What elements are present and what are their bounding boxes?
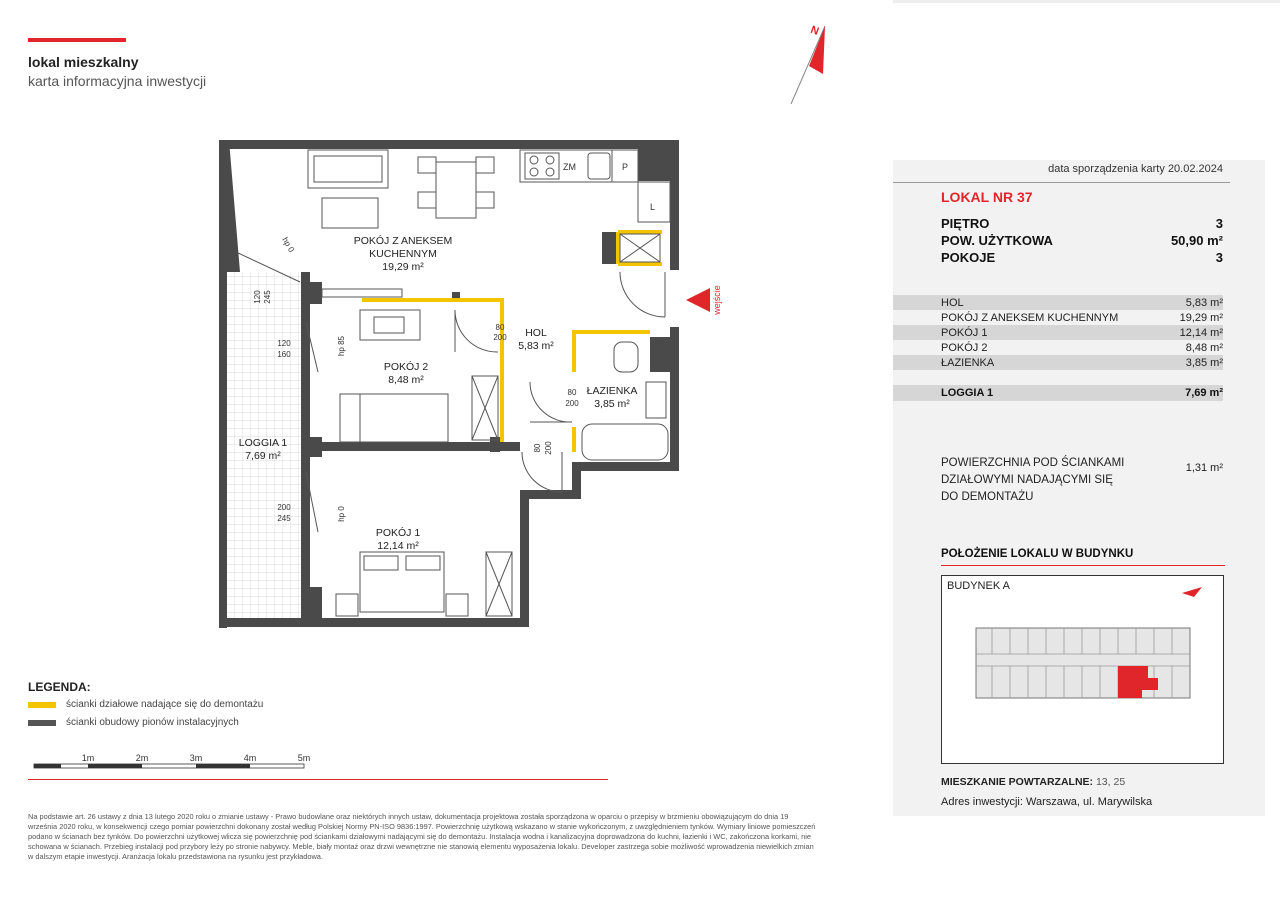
list-item: POKÓJ Z ANEKSEM KUCHENNYM 19,29 m² <box>941 311 1223 324</box>
svg-text:160: 160 <box>277 350 291 359</box>
room-area-p1: 12,14 m² <box>377 540 419 552</box>
partition-bath-top <box>574 332 650 372</box>
rooms-count-label: POKOJE <box>941 250 996 265</box>
fixture-zm: ZM <box>563 162 576 172</box>
scale-label: 3m <box>189 753 203 763</box>
legend-label-shaft: ścianki obudowy pionów instalacyjnych <box>66 717 239 728</box>
floor-plan <box>210 132 710 632</box>
scale-label: 1m <box>81 753 95 763</box>
room-area-bath: 3,85 m² <box>594 398 630 410</box>
repeat-info <box>941 776 1125 788</box>
room-label-p2: POKÓJ 2 <box>383 361 429 373</box>
partition-swatch <box>28 702 56 708</box>
north-label: N <box>808 23 821 38</box>
svg-text:120: 120 <box>253 290 262 304</box>
date-value: 20.02.2024 <box>1167 163 1223 175</box>
entrance-label: wejście <box>712 285 722 315</box>
list-item: HOL 5,83 m² <box>893 295 1223 310</box>
building-plan-thumbnail <box>972 620 1194 702</box>
divider-line <box>893 182 1230 183</box>
svg-text:200: 200 <box>277 503 291 512</box>
pietro-row <box>941 216 1223 231</box>
pietro-value: 3 <box>1215 216 1223 231</box>
building-label: BUDYNEK A <box>947 580 1010 592</box>
wall-right-upper <box>670 140 679 270</box>
address: Adres inwestycji: Warszawa, ul. Marywilska <box>941 796 1153 808</box>
document-subtitle: karta informacyjna inwestycji <box>28 73 207 89</box>
svg-text:hp 85: hp 85 <box>337 335 346 357</box>
svg-text:200: 200 <box>493 333 507 342</box>
svg-text:80: 80 <box>533 443 542 453</box>
header-accent-bar <box>28 38 126 42</box>
wall-bottom <box>219 618 528 627</box>
wall-right-lower <box>670 327 679 462</box>
repeat-label: MIESZKANIE POWTARZALNE: <box>941 776 1094 788</box>
svg-text:200: 200 <box>565 399 579 408</box>
legal-disclaimer: Na podstawie art. 26 ustawy z dnia 13 lutego 2020 roku o zmianie ustawy - Prawo budowlane oraz niektórych innych ustaw, dokumentacja projektowa została sporządzona w oparciu o przepisy w brzmieniu obowiązującym do dnia 19 września 2020 roku, w konsekwencji czego pomiar powierzchni dokonany został według Polskiej Normy PN-ISO 9836:1997. Powierzchnię użytkową wskazano w stanie wykończonym, z uwzględnieniem tynków. Wymiary liniowe pomieszczeń podano w ścianach bez tynków. Do powierzchni użytkowej wlicza się powierzchnię pod ściankami działowymi nadającymi się do demontażu. Instalacja wodna i kanalizacyjna doprowadzona do kuchni, łazienki i WC, zakończona korkami, nie schowana w ścianach. Przebieg instalacji pod przybory leży po stronie nabywcy. Meble, biały montaż oraz drzwi wewnętrzne nie stanowią elementu wyposażenia lokalu. Developer zastrzega sobie możliwość wprowadzenia niewielkich zmian w dalszym etapie inwestycji. Aranżacja lokalu przedstawiona na rysunku jest przykładowa. <box>28 812 816 861</box>
loggia-row <box>893 385 1223 401</box>
list-item: POKÓJ 2 8,48 m² <box>941 341 1223 354</box>
list-item: POKÓJ 1 12,14 m² <box>893 325 1223 340</box>
divider-line <box>28 779 608 780</box>
wall-top <box>219 140 679 149</box>
room-label-loggia: LOGGIA 1 <box>238 437 288 449</box>
wall-bath-bottom <box>572 462 679 471</box>
svg-text:245: 245 <box>263 290 272 304</box>
room-label-p1: POKÓJ 1 <box>375 527 421 539</box>
svg-text:200: 200 <box>544 441 553 455</box>
area-label: POW. UŻYTKOWA <box>941 233 1053 248</box>
top-stripe <box>893 0 1280 3</box>
mini-compass-icon <box>1182 585 1202 599</box>
room-area-p2: 8,48 m² <box>388 374 424 386</box>
scale-label: 4m <box>243 753 257 763</box>
svg-text:hp 0: hp 0 <box>280 235 296 254</box>
legend-item-partition <box>28 699 263 710</box>
rooms-count-value: 3 <box>1215 250 1223 265</box>
area-row <box>941 233 1223 248</box>
room-area-hol: 5,83 m² <box>518 340 554 352</box>
entrance-marker <box>686 284 730 324</box>
rooms-count-row <box>941 250 1223 265</box>
room-area-kitchen: 19,29 m² <box>382 261 424 273</box>
position-title: POŁOŻENIE LOKALU W BUDYNKU <box>941 548 1134 560</box>
loggia-area: 7,69 m² <box>1185 387 1223 399</box>
divider-line <box>941 565 1225 566</box>
partition-area-label: POWIERZCHNIA POD ŚCIANKAMI DZIAŁOWYMI NADAJĄCYMI SIĘ DO DEMONTAŻU <box>941 457 1125 503</box>
legend-item-shaft <box>28 717 239 728</box>
entrance-arrow-icon <box>686 288 710 312</box>
room-label-kitchen-1: POKÓJ Z ANEKSEM <box>353 235 453 247</box>
area-value: 50,90 m² <box>1170 233 1223 248</box>
fixture-p: P <box>622 162 629 172</box>
partition-area-value: 1,31 m² <box>1185 462 1223 474</box>
scale-label: 2m <box>135 753 149 763</box>
svg-text:120: 120 <box>277 339 291 348</box>
scale-bar <box>28 750 328 772</box>
pietro-label: PIĘTRO <box>941 216 990 231</box>
loggia-name: LOGGIA 1 <box>941 387 994 399</box>
shaft-swatch <box>28 720 56 726</box>
repeat-value: 13, 25 <box>1095 776 1126 788</box>
room-label-kitchen-2: KUCHENNYM <box>369 248 437 260</box>
legend-label-partition: ścianki działowe nadające się do demontażu <box>66 699 264 710</box>
wall-loggia-inner <box>301 272 310 618</box>
svg-text:80: 80 <box>495 323 505 332</box>
legend-title: LEGENDA: <box>28 680 91 694</box>
date-row <box>893 163 1223 175</box>
room-label-bath: ŁAZIENKA <box>586 385 638 397</box>
room-area-loggia: 7,69 m² <box>245 450 281 462</box>
wall-left-loggia <box>219 262 227 628</box>
room-list <box>893 295 1223 370</box>
svg-text:245: 245 <box>277 514 291 523</box>
room-label-hol: HOL <box>525 327 547 339</box>
svg-text:hp 0: hp 0 <box>337 506 346 522</box>
list-item: ŁAZIENKA 3,85 m² <box>893 355 1223 370</box>
svg-text:80: 80 <box>567 388 577 397</box>
date-label: data sporządzenia karty <box>1048 163 1165 175</box>
lokal-number: LOKAL NR 37 <box>941 189 1033 205</box>
fixture-l: L <box>650 202 656 212</box>
document-title: lokal mieszkalny <box>28 54 139 70</box>
scale-label: 5m <box>297 753 311 763</box>
wall-step-2 <box>520 490 529 627</box>
compass-icon <box>785 18 835 108</box>
